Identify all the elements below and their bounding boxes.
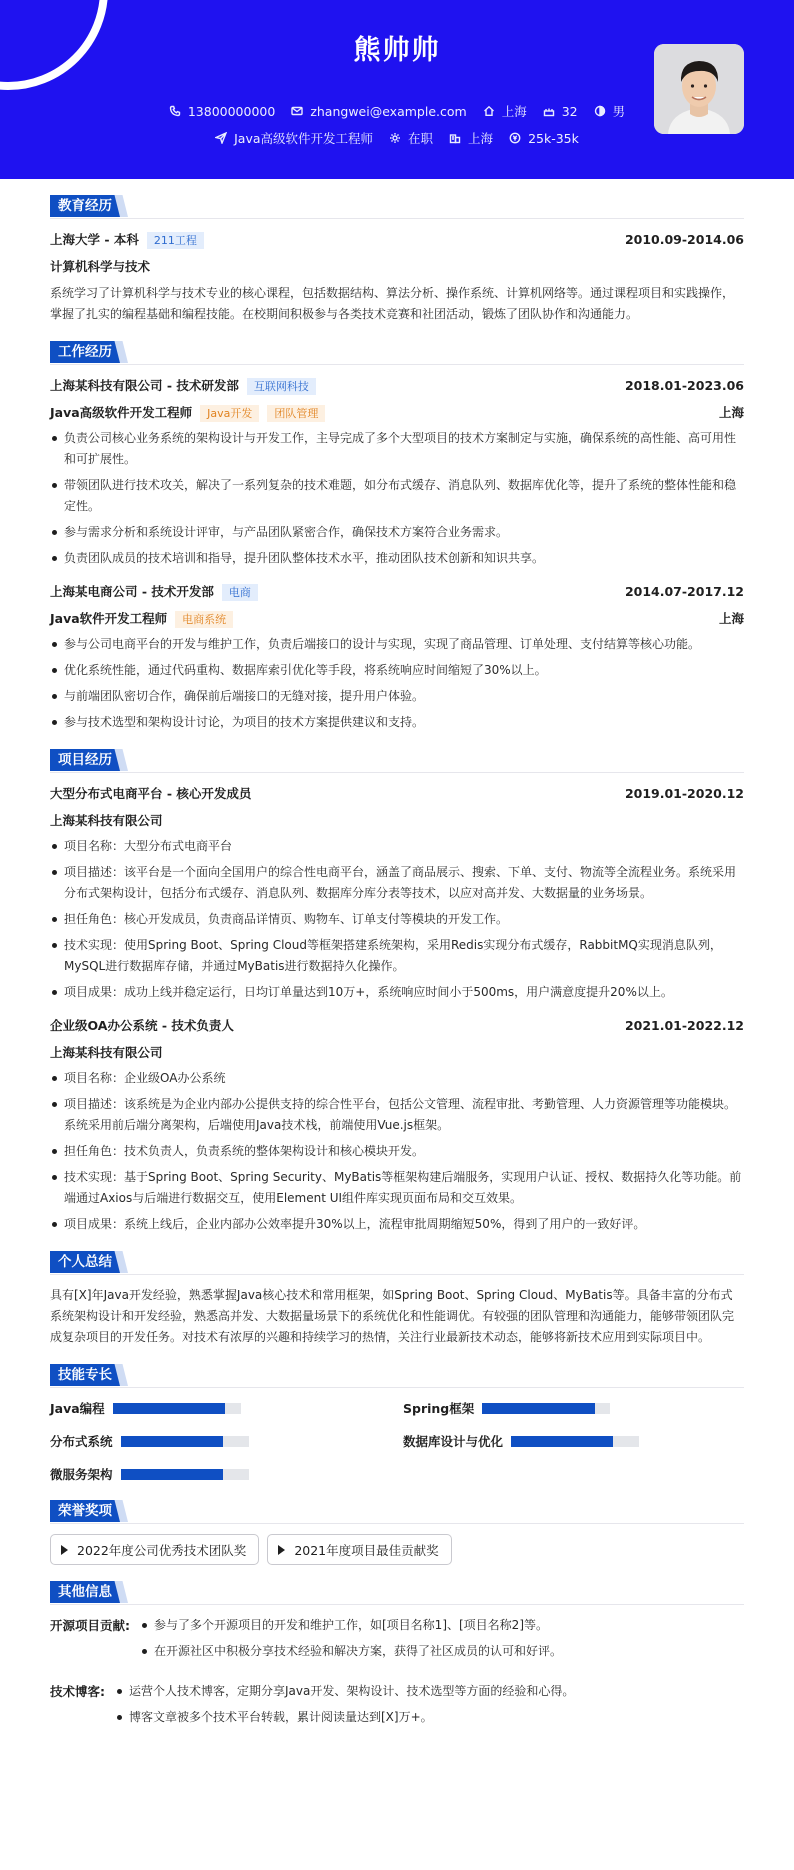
section-header <box>50 1251 744 1275</box>
project-entry <box>50 1015 744 1235</box>
skill-item <box>403 1431 703 1451</box>
list-item: 参与公司电商平台的开发与维护工作，负责后端接口的设计与实现，实现了商品管理、订单处理、支付结算等核心功能。 <box>50 634 744 655</box>
location-value: 上海 <box>501 104 527 119</box>
play-triangle-icon <box>61 1545 68 1555</box>
gender-info <box>594 102 626 120</box>
skills-grid <box>50 1398 744 1484</box>
mail-icon <box>291 105 303 117</box>
company-tag: 电商 <box>222 584 258 601</box>
section-title: 工作经历 <box>50 341 120 363</box>
list-item: 参与需求分析和系统设计评审，与产品团队紧密合作，确保技术方案符合业务需求。 <box>50 522 744 543</box>
company-tag: 互联网科技 <box>247 378 316 395</box>
phone-info <box>169 104 275 119</box>
list-item: 担任角色：核心开发成员，负责商品详情页、购物车、订单支付等模块的开发工作。 <box>50 909 744 930</box>
list-item: 项目名称：企业级OA办公系统 <box>50 1068 744 1089</box>
section-title: 其他信息 <box>50 1581 120 1603</box>
phone-icon <box>169 105 181 117</box>
candidate-name: 熊帅帅 <box>353 35 441 66</box>
list-item: 技术实现：使用Spring Boot、Spring Cloud等框架搭建系统架构，采用Redis实现分布式缓存，RabbitMQ实现消息队列，MySQL进行数据库存储，并通过MyBatis进行数据持久化操作。 <box>50 935 744 977</box>
job-company-row <box>50 375 744 397</box>
role-name: Java软件开发工程师 <box>50 611 168 626</box>
list-item: 技术实现：基于Spring Boot、Spring Security、MyBatis等框架构建后端服务，实现用户认证、授权、数据持久化等功能。前端通过Axios与后端进行数据交互，使用Element UI组件库实现页面布局和交互效果。 <box>50 1167 744 1209</box>
skills-section <box>50 1364 744 1484</box>
salary-value: 25k-35k <box>528 130 579 146</box>
list-item: 运营个人技术博客，定期分享Java开发、架构设计、技术选型等方面的经验和心得。 <box>115 1681 574 1702</box>
award-label: 2022年度公司优秀技术团队奖 <box>77 1542 247 1558</box>
project-name: 企业级OA办公系统 - 技术负责人 <box>50 1018 234 1033</box>
section-header <box>50 341 744 365</box>
other-info-label: 技术博客: <box>50 1684 105 1699</box>
profile-photo <box>654 44 744 134</box>
other-info-list <box>115 1681 574 1733</box>
project-title-row <box>50 1015 744 1037</box>
list-item: 负责公司核心业务系统的架构设计与开发工作，主导完成了多个大型项目的技术方案制定与实施，确保系统的高性能、高可用性和可扩展性。 <box>50 428 744 470</box>
list-item: 担任角色：技术负责人，负责系统的整体架构设计和核心模块开发。 <box>50 1141 744 1162</box>
role-line <box>50 608 233 630</box>
section-title: 技能专长 <box>50 1364 120 1386</box>
age-value: 32 <box>561 103 578 119</box>
skill-name: 数据库设计与优化 <box>403 1434 504 1449</box>
company-name: 上海某科技有限公司 - 技术研发部 <box>50 378 239 393</box>
avatar-icon <box>654 44 744 134</box>
skill-bar <box>113 1403 241 1414</box>
skill-item <box>50 1398 403 1418</box>
skill-item <box>403 1398 703 1418</box>
projects-section <box>50 749 744 1235</box>
education-date: 2010.09-2014.06 <box>624 232 744 247</box>
section-title: 荣誉奖项 <box>50 1500 120 1522</box>
company-line <box>50 375 316 397</box>
job-city: 上海 <box>718 405 744 420</box>
job-role-row <box>50 608 744 630</box>
job-entry <box>50 581 744 733</box>
section-title: 教育经历 <box>50 195 120 217</box>
building-icon <box>449 132 461 144</box>
role-tag: Java开发 <box>200 405 259 422</box>
gear-icon <box>389 132 401 144</box>
section-header <box>50 1581 744 1605</box>
other-info-label: 开源项目贡献: <box>50 1618 130 1633</box>
school-line <box>50 229 204 251</box>
target-city-value: 上海 <box>468 131 494 146</box>
school-name: 上海大学 - 本科 <box>50 232 139 247</box>
section-header <box>50 1364 744 1388</box>
job-company-row <box>50 581 744 603</box>
project-date: 2019.01-2020.12 <box>624 786 744 801</box>
job-date: 2014.07-2017.12 <box>624 584 744 599</box>
project-company: 上海某科技有限公司 <box>50 1045 163 1060</box>
age-info <box>543 104 578 119</box>
role-line <box>50 402 325 424</box>
email-value: zhangwei@example.com <box>310 103 467 119</box>
summary-section <box>50 1251 744 1348</box>
skill-bar <box>482 1403 610 1414</box>
award-badge <box>267 1534 451 1565</box>
skill-item <box>50 1431 403 1451</box>
skill-bar <box>121 1469 249 1480</box>
other-info-list <box>140 1615 562 1667</box>
section-header <box>50 749 744 773</box>
other-section <box>50 1581 744 1733</box>
target-city-info <box>449 129 493 147</box>
major-line: 计算机科学与技术 <box>50 259 151 274</box>
status-value: 在职 <box>408 131 434 146</box>
list-item: 参与技术选型和架构设计讨论，为项目的技术方案提供建议和支持。 <box>50 712 744 733</box>
project-name: 大型分布式电商平台 - 核心开发成员 <box>50 786 252 801</box>
send-icon <box>215 132 227 144</box>
skill-item <box>50 1464 403 1484</box>
phone-value: 13800000000 <box>187 103 276 119</box>
summary-text: 具有[X]年Java开发经验，熟悉掌握Java核心技术和常用框架，如Spring Boot、Spring Cloud、MyBatis等。具备丰富的分布式系统架构设计和开发经验，熟悉高并发、大数据量场景下的系统优化和性能调优。有较强的团队管理和沟通能力，能够带领团队完成复杂项目的开发任务。对技术有浓厚的兴趣和持续学习的热情，关注行业最新技术动态，能够将新技术应用到实际项目中。 <box>50 1288 735 1344</box>
awards-section <box>50 1500 744 1565</box>
skill-bar <box>121 1436 249 1447</box>
role-name: Java高级软件开发工程师 <box>50 405 193 420</box>
company-name: 上海某电商公司 - 技术开发部 <box>50 584 214 599</box>
cake-icon <box>543 105 555 117</box>
list-item: 项目描述：该系统是为企业内部办公提供支持的综合性平台，包括公文管理、流程审批、考勤管理、人力资源管理等功能模块。系统采用前后端分离架构，后端使用Java技术栈，前端使用Vue.js框架。 <box>50 1094 744 1136</box>
email-info <box>291 104 466 119</box>
list-item: 项目名称：大型分布式电商平台 <box>50 836 744 857</box>
role-tag: 电商系统 <box>175 611 233 628</box>
project-company: 上海某科技有限公司 <box>50 813 163 828</box>
list-item: 带领团队进行技术攻关，解决了一系列复杂的技术难题，如分布式缓存、消息队列、数据库优化等，提升了系统的整体性能和稳定性。 <box>50 475 744 517</box>
role-tag: 团队管理 <box>267 405 325 422</box>
list-item: 与前端团队密切合作，确保前后端接口的无缝对接，提升用户体验。 <box>50 686 744 707</box>
job-date: 2018.01-2023.06 <box>624 378 744 393</box>
location-info <box>483 102 527 120</box>
company-line <box>50 581 258 603</box>
section-title: 个人总结 <box>50 1251 120 1273</box>
job-duties <box>50 428 744 569</box>
position-info <box>215 129 373 147</box>
skill-name: 微服务架构 <box>50 1467 113 1482</box>
skill-bar-fill <box>121 1469 223 1480</box>
job-duties <box>50 634 744 733</box>
resume-body <box>0 195 794 1733</box>
skill-bar-fill <box>511 1436 613 1447</box>
list-item: 项目成果：成功上线并稳定运行，日均订单量达到10万+，系统响应时间小于500ms，用户满意度提升20%以上。 <box>50 982 744 1003</box>
other-info-group <box>50 1615 744 1667</box>
list-item: 博客文章被多个技术平台转载，累计阅读量达到[X]万+。 <box>115 1707 574 1728</box>
status-info <box>389 129 433 147</box>
school-tag: 211工程 <box>147 232 204 249</box>
job-city: 上海 <box>718 611 744 626</box>
section-header <box>50 1500 744 1524</box>
education-row <box>50 229 744 251</box>
other-info-group <box>50 1681 744 1733</box>
section-header <box>50 195 744 219</box>
money-icon <box>509 132 521 144</box>
project-title-row <box>50 783 744 805</box>
project-entry <box>50 783 744 1003</box>
award-label: 2021年度项目最佳贡献奖 <box>294 1542 439 1558</box>
list-item: 参与了多个开源项目的开发和维护工作，如[项目名称1]、[项目名称2]等。 <box>140 1615 562 1636</box>
work-section <box>50 341 744 733</box>
education-description: 系统学习了计算机科学与技术专业的核心课程，包括数据结构、算法分析、操作系统、计算机网络等。通过课程项目和实践操作，掌握了扎实的编程基础和编程技能。在校期间积极参与各类技术竞赛和社团活动，锻炼了团队协作和沟通能力。 <box>50 286 735 321</box>
play-triangle-icon <box>278 1545 285 1555</box>
gender-value: 男 <box>612 104 626 119</box>
project-details <box>50 836 744 1003</box>
project-date: 2021.01-2022.12 <box>624 1018 744 1033</box>
position-value: Java高级软件开发工程师 <box>234 131 374 146</box>
award-badge <box>50 1534 259 1565</box>
education-section <box>50 195 744 325</box>
skill-name: Spring框架 <box>403 1401 475 1416</box>
project-details <box>50 1068 744 1235</box>
skill-name: 分布式系统 <box>50 1434 113 1449</box>
skill-bar-fill <box>113 1403 226 1414</box>
job-entry <box>50 375 744 569</box>
list-item: 项目成果：系统上线后，企业内部办公效率提升30%以上，流程审批周期缩短50%，得到了用户的一致好评。 <box>50 1214 744 1235</box>
list-item: 在开源社区中积极分享技术经验和解决方案，获得了社区成员的认可和好评。 <box>140 1641 562 1662</box>
skill-bar-fill <box>121 1436 223 1447</box>
list-item: 优化系统性能，通过代码重构、数据库索引优化等手段，将系统响应时间缩短了30%以上。 <box>50 660 744 681</box>
list-item: 项目描述：该平台是一个面向全国用户的综合性电商平台，涵盖了商品展示、搜索、下单、支付、物流等全流程业务。系统采用分布式架构设计，包括分布式缓存、消息队列、数据库分库分表等技术，以应对高并发、大数据量的业务场景。 <box>50 862 744 904</box>
resume-header <box>0 0 794 179</box>
salary-info <box>509 131 579 146</box>
job-role-row <box>50 402 744 424</box>
section-title: 项目经历 <box>50 749 120 771</box>
skill-name: Java编程 <box>50 1401 105 1416</box>
list-item: 负责团队成员的技术培训和指导，提升团队整体技术水平，推动团队技术创新和知识共享。 <box>50 548 744 569</box>
skill-bar <box>511 1436 639 1447</box>
home-icon <box>483 105 495 117</box>
skill-bar-fill <box>482 1403 595 1414</box>
gender-icon <box>594 105 606 117</box>
awards-list <box>50 1534 744 1565</box>
